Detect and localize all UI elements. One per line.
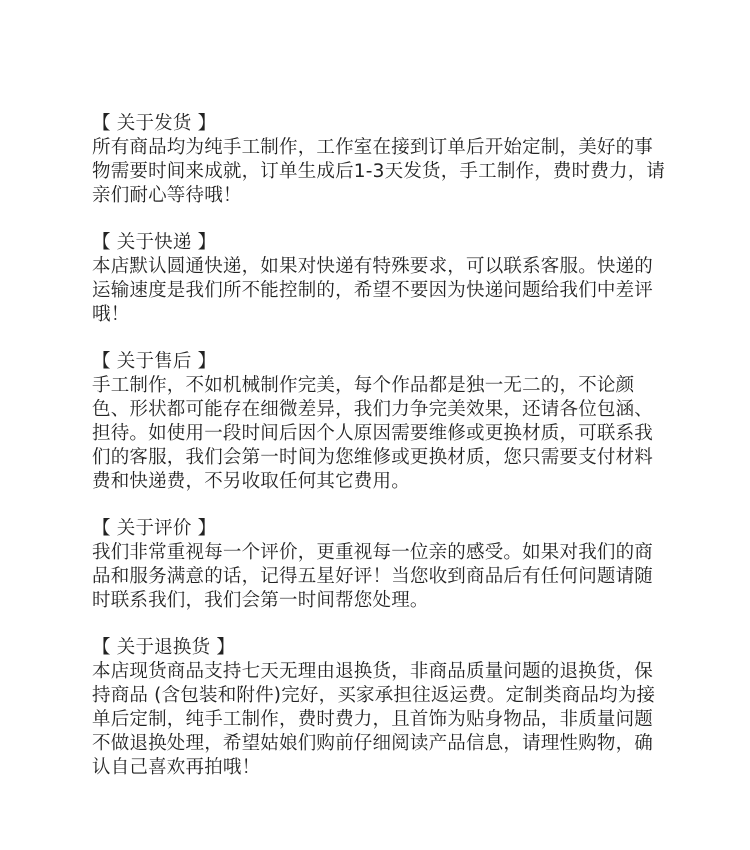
section-heading: 【 关于售后 】 [92,351,217,372]
section-returns [92,636,666,780]
section-body: 本店默认圆通快递，如果对快递有特殊要求，可以联系客服。快递的运输速度是我们所不能控制的，希望不要因为快递问题给我们中差评哦！ [92,256,654,325]
policy-document [92,112,666,803]
section-body: 本店现货商品支持七天无理由退换货，非商品质量问题的退换货，保持商品 (含包装和附件)完好，买家承担往返运费。定制类商品均为接单后定制，纯手工制作，费时费力，且首饰为贴身物品，非质量问题不做退换处理，希望姑娘们购前仔细阅读产品信息，请理性购物，确认自己喜欢再拍哦！ [92,661,656,778]
section-reviews [92,517,666,613]
section-courier [92,231,666,327]
section-heading: 【 关于评价 】 [92,518,217,539]
section-heading: 【 关于发货 】 [92,113,217,134]
section-body: 所有商品均为纯手工制作，工作室在接到订单后开始定制，美好的事物需要时间来成就，订单生成后1-3天发货，手工制作，费时费力，请亲们耐心等待哦！ [92,137,666,206]
section-body: 手工制作，不如机械制作完美，每个作品都是独一无二的，不论颜色、形状都可能存在细微差异，我们力争完美效果，还请各位包涵、担待。如使用一段时间后因个人原因需要维修或更换材质，可联系我们的客服，我们会第一时间为您维修或更换材质，您只需要支付材料费和快递费，不另收取任何其它费用。 [92,375,654,492]
section-body: 我们非常重视每一个评价，更重视每一位亲的感受。如果对我们的商品和服务满意的话，记得五星好评！当您收到商品后有任何问题请随时联系我们，我们会第一时间帮您处理。 [92,542,654,611]
section-after-sales [92,350,666,494]
section-heading: 【 关于快递 】 [92,232,217,253]
section-shipping [92,112,666,208]
section-heading: 【 关于退换货 】 [92,637,236,658]
